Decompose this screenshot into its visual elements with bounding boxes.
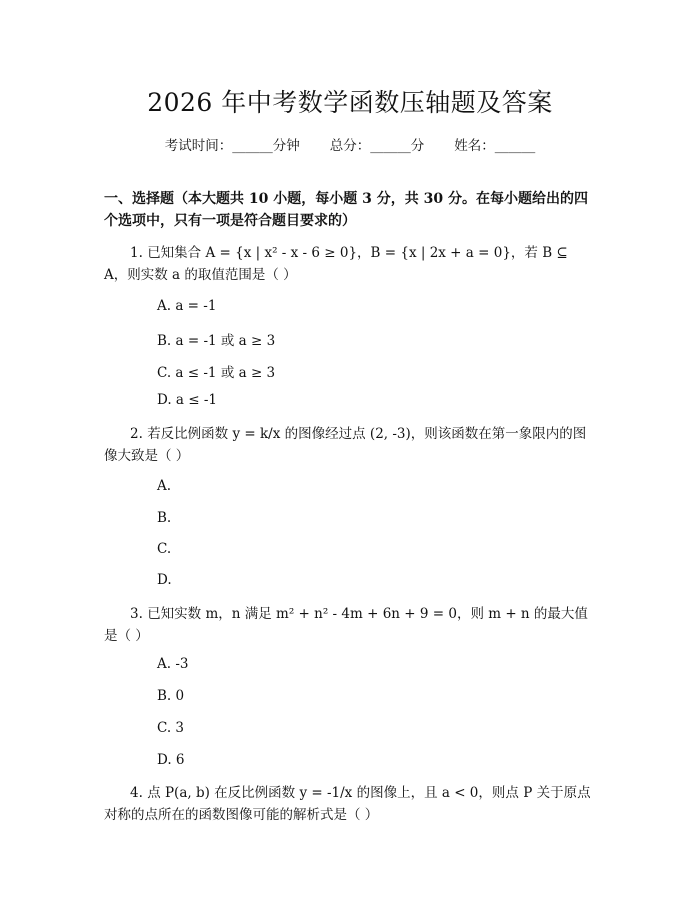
page-title: 2026 年中考数学函数压轴题及答案: [147, 88, 553, 117]
option-a: A. a = -1: [157, 298, 217, 314]
option-c: C. 3: [157, 720, 185, 736]
option-b: B. a = -1 或 a ≥ 3: [157, 333, 276, 349]
question-number: 1.: [130, 245, 143, 261]
question-text: 已知实数 m，n 满足 m² + n² - 4m + 6n + 9 = 0，则 m + n 的最大值是（ ）: [104, 606, 588, 644]
option-b: B. 0: [157, 688, 185, 704]
question-1: [104, 242, 594, 286]
question-text: 点 P(a, b) 在反比例函数 y = -1/x 的图像上，且 a < 0，则点 P 关于原点对称的点所在的函数图像可能的解析式是（ ）: [104, 785, 591, 823]
question-number: 3.: [130, 606, 143, 622]
option-d: D. 6: [157, 752, 185, 768]
question-2: [104, 423, 594, 467]
question-text: 已知集合 A = {x | x² - x - 6 ≥ 0}，B = {x | 2x + a = 0}，若 B ⊆ A，则实数 a 的取值范围是（ ）: [104, 245, 568, 283]
question-number: 2.: [130, 426, 143, 442]
option-d: D.: [157, 572, 172, 588]
option-c: C. a ≤ -1 或 a ≥ 3: [157, 365, 276, 381]
option-a: A. -3: [157, 656, 189, 672]
option-c: C.: [157, 541, 172, 557]
question-4: [104, 782, 594, 826]
question-3: [104, 603, 594, 647]
exam-score: 总分：______分: [329, 138, 425, 154]
exam-time: 考试时间：______分钟: [164, 138, 300, 154]
question-text: 若反比例函数 y = k/x 的图像经过点 (2, -3)，则该函数在第一象限内的图像大致是（ ）: [104, 426, 587, 464]
question-number: 4.: [130, 785, 143, 801]
option-d: D. a ≤ -1: [157, 392, 218, 408]
section-heading: 一、选择题（本大题共 10 小题，每小题 3 分，共 30 分。在每小题给出的四个选项中，只有一项是符合题目要求的）: [104, 191, 588, 229]
exam-meta: [0, 134, 700, 154]
exam-name: 姓名：______: [454, 138, 536, 154]
option-a: A.: [157, 478, 172, 494]
option-b: B.: [157, 510, 172, 526]
